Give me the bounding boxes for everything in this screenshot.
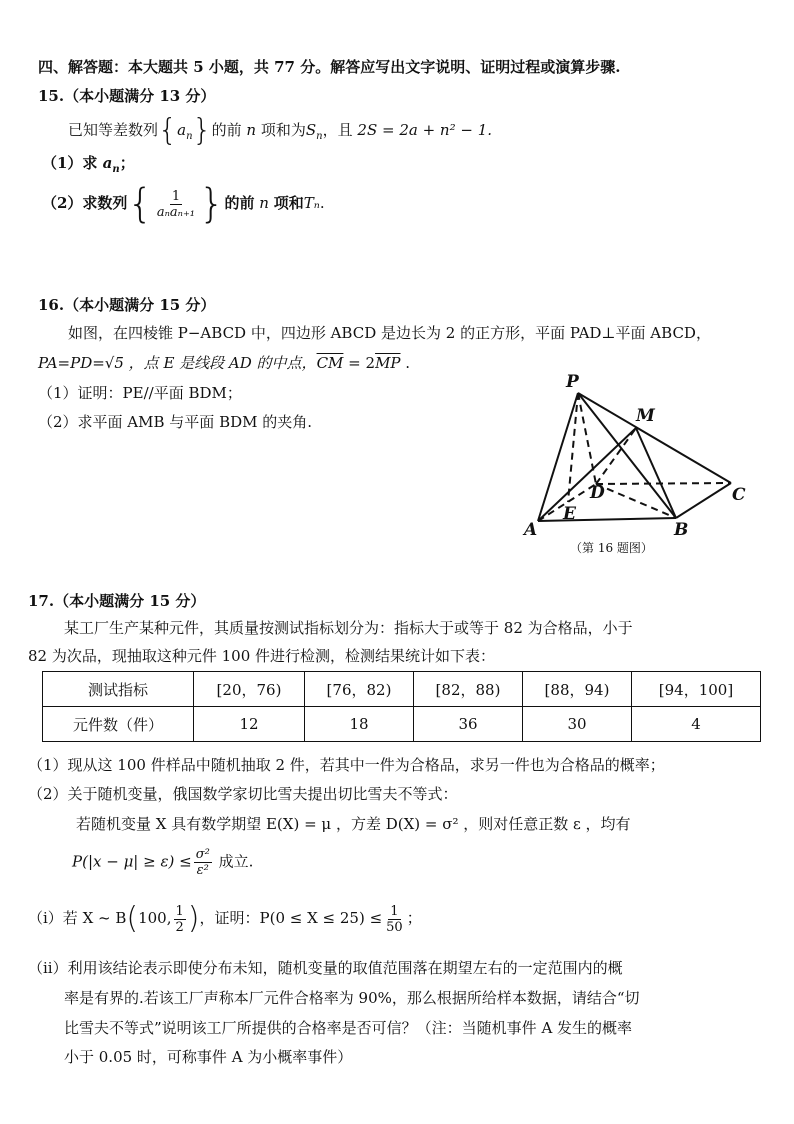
table-cell: [82，88) bbox=[414, 672, 523, 707]
q15-part1-label: （1）求 bbox=[42, 154, 98, 172]
figure-caption: （第 16 题图） bbox=[570, 541, 653, 555]
table-cell: 18 bbox=[305, 707, 414, 742]
q15-part2-end: 项和 bbox=[273, 194, 304, 212]
q15-stem-text-c: 项和为 bbox=[260, 121, 306, 139]
q15-stem: 已知等差数列$\{a_n\}$的前 n 项和为$S_n$，且 2S = 2a + n² − 1. bbox=[68, 113, 493, 148]
table-row bbox=[43, 707, 761, 742]
q15-stem-equation: 2S = 2a + n² − 1. bbox=[357, 121, 493, 139]
table-cell: 12 bbox=[194, 707, 305, 742]
q17-chebyshev-inequality bbox=[72, 848, 253, 877]
q16-line2-end: . bbox=[400, 354, 411, 372]
q15-part2-frac-num: 1 bbox=[171, 188, 181, 204]
q17-part-ii-line2: 率是有界的.若该工厂声称本厂元件合格率为 90%，那么根据所给样本数据，请结合“切 bbox=[64, 989, 640, 1007]
section-header: 四、解答题：本大题共 5 小题，共 77 分。解答应写出文字说明、证明过程或演算步骤. bbox=[38, 58, 621, 76]
q17-part-ii-line4: 小于 0.05 时，可称事件 A 为小概率事件） bbox=[64, 1048, 353, 1066]
q15-part2-frac-den: aₙaₙ₊₁ bbox=[156, 204, 196, 220]
q17-data-table bbox=[42, 671, 761, 742]
q15-stem-text-a: 已知等差数列 bbox=[68, 121, 159, 139]
q15-part1: （1）求 $a_n$； bbox=[42, 154, 135, 175]
q15-part2-T: Tₙ bbox=[303, 194, 320, 212]
q17-line1: 某工厂生产某种元件，其质量按测试指标划分为：指标大于或等于 82 为合格品，小于 bbox=[64, 619, 633, 637]
q15-part1-end: ； bbox=[119, 154, 135, 172]
edge-dc bbox=[596, 483, 731, 484]
label-a: A bbox=[524, 520, 538, 540]
table-cell: [88，94) bbox=[523, 672, 632, 707]
edge-bc bbox=[676, 483, 731, 518]
q17-part2: （2）关于随机变量，俄国数学家切比雪夫提出切比雪夫不等式： bbox=[28, 785, 458, 803]
label-b: B bbox=[674, 520, 689, 540]
table-header-cell: 测试指标 bbox=[43, 672, 194, 707]
q17-part-ii-line1: （ii）利用该结论表示即使分布未知，随机变量的取值范围落在期望左右的一定范围内的概 bbox=[28, 959, 623, 977]
edge-ab bbox=[538, 518, 676, 521]
q16-head: 16.（本小题满分 15 分） bbox=[38, 296, 216, 314]
q17-part-ii-line3: 比雪夫不等式”说明该工厂所提供的合格率是否可信？（注：当随机事件 A 发生的概率 bbox=[64, 1019, 633, 1037]
q17-head: 17.（本小题满分 15 分） bbox=[28, 592, 206, 610]
q17-part1: （1）现从这 100 件样品中随机抽取 2 件，若其中一件为合格品，求另一件也为合格品的概率； bbox=[28, 756, 665, 774]
label-m: M bbox=[636, 406, 655, 426]
q17-ineq-end: 成立. bbox=[218, 852, 254, 871]
q16-vector-cm: $\overline{CM}$ bbox=[316, 354, 344, 372]
q15-stem-seq: a bbox=[177, 121, 187, 139]
q16-part1: （1）证明：PE//平面 BDM； bbox=[38, 384, 242, 402]
q16-line2-text: PA=PD=√5 ，点 E 是线段 AD 的中点， bbox=[38, 354, 317, 372]
q15-part2-label: （2）求数列 bbox=[42, 194, 128, 212]
q17-ineq-num: σ² bbox=[195, 847, 210, 862]
table-cell: 30 bbox=[523, 707, 632, 742]
table-cell: 4 bbox=[632, 707, 761, 742]
q17-part-i: （i）若 X ~ B(100, $\frac{1}{2}$ )，证明：P(0 ≤ X ≤ 25) ≤ $\frac{1}{50}$ ； bbox=[28, 901, 422, 936]
edge-pd bbox=[578, 393, 596, 484]
q17-line2: 82 为次品，现抽取这种元件 100 件进行检测，检测结果统计如下表： bbox=[28, 647, 496, 665]
q17-part-i-frac-den: 50 bbox=[386, 919, 403, 935]
q17-part-i-c: ，证明：P(0 ≤ X ≤ 25) ≤ bbox=[199, 909, 383, 927]
label-p: P bbox=[566, 372, 579, 392]
label-d: D bbox=[590, 483, 605, 503]
q15-part2-mid: 的前 bbox=[224, 194, 255, 212]
q16-part2: （2）求平面 AMB 与平面 BDM 的夹角. bbox=[38, 413, 313, 431]
q16-vector-mp: $\overline{MP}$ bbox=[375, 354, 401, 372]
q17-part-i-b: 100, bbox=[138, 909, 172, 927]
q17-part-i-end: ； bbox=[406, 909, 422, 927]
table-cell: [20，76) bbox=[194, 672, 305, 707]
table-cell: [76，82) bbox=[305, 672, 414, 707]
q15-part2: （2）求数列{ $\frac{1}{\text{aₙaₙ₊₁}}$ }的前 n 项和Tₙ. bbox=[42, 181, 325, 227]
q16-line2-eq: = 2 bbox=[343, 354, 376, 372]
q15-part2-dot: . bbox=[319, 194, 325, 212]
edge-dm bbox=[596, 428, 636, 484]
table-header-cell: 元件数（件） bbox=[43, 707, 194, 742]
q15-stem-text-b: 的前 bbox=[211, 121, 242, 139]
q16-line1: 如图，在四棱锥 P−ABCD 中，四边形 ABCD 是边长为 2 的正方形，平面 PAD⊥平面 ABCD， bbox=[68, 324, 711, 342]
q15-head: 15.（本小题满分 13 分） bbox=[38, 87, 216, 105]
q16-line2 bbox=[38, 352, 410, 373]
q17-part-i-half-num: 1 bbox=[175, 903, 184, 919]
pyramid-figure bbox=[518, 368, 758, 560]
q17-part-i-a: （i）若 X ~ B bbox=[28, 909, 127, 927]
table-cell: [94，100] bbox=[632, 672, 761, 707]
table-row bbox=[43, 672, 761, 707]
q17-part-i-frac-num: 1 bbox=[390, 903, 399, 919]
label-c: C bbox=[732, 485, 746, 505]
q17-part2-line2: 若随机变量 X 具有数学期望 E(X) = μ ，方差 D(X) = σ² ，则对任意正数 ε ，均有 bbox=[76, 815, 631, 833]
q15-stem-text-d: ，且 bbox=[322, 121, 353, 139]
q17-ineq-den: ε² bbox=[196, 863, 209, 878]
label-e: E bbox=[563, 504, 576, 524]
table-cell: 36 bbox=[414, 707, 523, 742]
q17-part-i-half-den: 2 bbox=[175, 919, 184, 935]
q17-ineq-left: P(|x − μ| ≥ ε) ≤ bbox=[72, 852, 192, 871]
